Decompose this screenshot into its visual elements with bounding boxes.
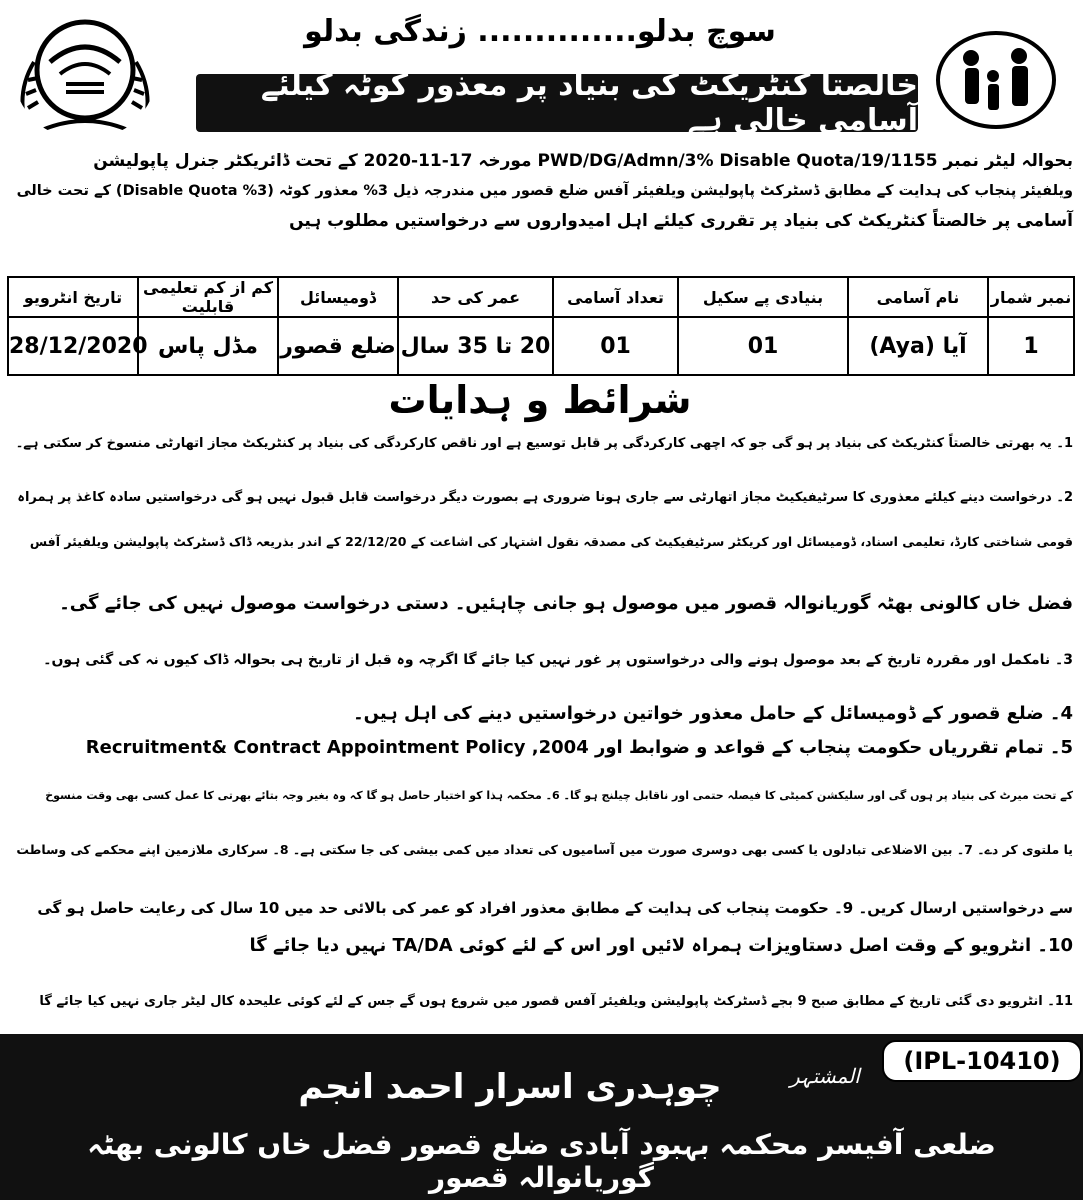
term-item: کے تحت میرٹ کی بنیاد پر ہوں گی اور سلیکشن کمیٹی کا فیصلہ حتمی اور ناقابل چیلنج ہو گا۔ 6۔ محکمہ ہذا کو اختیار حاصل ہو گا کہ وہ بغیر وجہ بتائے بھرتی کا عمل کسی بھی وقت منسوخ bbox=[45, 789, 1073, 802]
header-pay-scale: بنیادی پے سکیل bbox=[678, 277, 848, 317]
slogan: سوچ بدلو.............. زندگی بدلو bbox=[304, 14, 776, 49]
intro-line: آسامی پر خالصتاً کنٹریکٹ کی بنیاد پر تقرری کیلئے اہل امیدواروں سے درخواستیں مطلوب ہیں bbox=[289, 211, 1073, 231]
punjab-government-emblem-icon bbox=[14, 8, 156, 140]
term-item: قومی شناختی کارڈ، تعلیمی اسناد، ڈومیسائل اور کریکٹر سرٹیفیکیٹ کی مصدقہ نقول اشتہار کی اشاعت کے 22/12/20 کے اندر بذریعہ ڈاک ڈسٹرکٹ پاپولیشن ویلفیئر آفس bbox=[29, 534, 1073, 549]
term-item: 3۔ نامکمل اور مقررہ تاریخ کے بعد موصول ہونے والی درخواستوں پر غور نہیں کیا جائے گا اگرچہ وہ قبل از تاریخ ہی بحوالہ ڈاک کیوں نہ کی گئی ہوں۔ bbox=[43, 652, 1073, 668]
table-header-row bbox=[8, 277, 1074, 317]
cell-interview-date: 28/12/2020 bbox=[8, 317, 138, 375]
cell-serial: 1 bbox=[988, 317, 1074, 375]
advertiser-address: ضلعی آفیسر محکمہ بہبود آبادی ضلع قصور فضل خاں کالونی بھٹہ گوریانوالہ قصور bbox=[87, 1128, 996, 1194]
cell-post-count: 01 bbox=[553, 317, 678, 375]
ipl-reference-badge: (IPL-10410) bbox=[882, 1040, 1082, 1082]
cell-age-limit: 20 تا 35 سال bbox=[398, 317, 553, 375]
header-interview-date: تاریخ انٹرویو bbox=[8, 277, 138, 317]
intro-line: بحوالہ لیٹر نمبر PWD/DG/Admn/3% Disable Quota/19/1155 مورخہ 17-11-2020 کے تحت ڈائریکٹر جنرل پاپولیشن bbox=[93, 151, 1073, 171]
term-item: 2۔ درخواست دینے کیلئے معذوری کا سرٹیفیکیٹ مجاز اتھارٹی سے جاری ہونا ضروری ہے بصورت دیگر درخواست قابل قبول نہیں ہو گی درخواستیں سادہ کاغذ پر ہمراہ bbox=[17, 490, 1073, 505]
header-post-count: تعداد آسامی bbox=[553, 277, 678, 317]
cell-domicile: ضلع قصور bbox=[278, 317, 398, 375]
terms-title: شرائط و ہدایات bbox=[388, 378, 692, 422]
header-age-limit: عمر کی حد bbox=[398, 277, 553, 317]
term-item: یا ملتوی کر دے۔ 7۔ بین الاضلاعی تبادلوں یا کسی بھی دوسری صورت میں آسامیوں کی تعداد میں کمی بیشی کی جا سکتی ہے۔ 8۔ سرکاری ملازمین اپنے محکمے کی وساطت bbox=[16, 842, 1073, 857]
term-item: 5۔ تمام تقرریاں حکومت پنجاب کے قواعد و ضوابط اور Recruitment& Contract Appointment Policy ,2004 bbox=[85, 737, 1073, 758]
term-item: سے درخواستیں ارسال کریں۔ 9۔ حکومت پنجاب کی ہدایت کے مطابق معذور افراد کو عمر کی بالائی حد میں 10 سال کی رعایت حاصل ہو گی bbox=[37, 899, 1073, 917]
intro-line: ویلفیئر پنجاب کی ہدایت کے مطابق ڈسٹرکٹ پاپولیشن ویلفیئر آفس ضلع قصور میں مندرجہ ذیل 3% معذور کوٹہ (3% Disable Quota) کے تحت خالی bbox=[16, 183, 1073, 199]
advertiser-label: المشتہر bbox=[790, 1064, 860, 1088]
cell-qualification: مڈل پاس bbox=[138, 317, 278, 375]
vacancy-table bbox=[7, 276, 1075, 376]
table-row bbox=[8, 317, 1074, 375]
advertiser-name: چوہدری اسرار احمد انجم bbox=[298, 1067, 722, 1107]
header-qualification: کم از کم تعلیمی قابلیت bbox=[138, 277, 278, 317]
term-item: 4۔ ضلع قصور کے ڈومیسائل کے حامل معذور خواتین درخواستیں دینے کی اہل ہیں۔ bbox=[353, 703, 1073, 724]
term-item: 11۔ انٹرویو دی گئی تاریخ کے مطابق صبح 9 بجے ڈسٹرکٹ پاپولیشن ویلفیئر آفس قصور میں شروع ہوں گے جس کے لئے کوئی علیحدہ کال لیٹر جاری نہیں کیا جائے گا bbox=[39, 994, 1073, 1009]
vacancy-title-banner bbox=[196, 68, 918, 138]
family-welfare-emblem-icon bbox=[935, 30, 1057, 130]
term-item: 10۔ انٹرویو کے وقت اصل دستاویزات ہمراہ لائیں اور اس کے لئے کوئی TA/DA نہیں دیا جائے گا bbox=[249, 935, 1073, 956]
cell-post-name: آیا (Aya) bbox=[848, 317, 988, 375]
vacancy-title: خالصتاً کنٹریکٹ کی بنیاد پر معذور کوٹہ کیلئے آسامی خالی ہے bbox=[260, 68, 918, 138]
header-post-name: نام آسامی bbox=[848, 277, 988, 317]
term-item: فضل خاں کالونی بھٹہ گوریانوالہ قصور میں موصول ہو جانی چاہئیں۔ دستی درخواست موصول نہیں کی جائے گی۔ bbox=[59, 593, 1073, 614]
term-item: 1۔ یہ بھرتی خالصتاً کنٹریکٹ کی بنیاد پر ہو گی جو کہ اچھی کارکردگی پر قابل توسیع ہے اور ناقص کارکردگی کی بنیاد پر کنٹریکٹ مجاز اتھارٹی منسوخ کر سکتی ہے۔ bbox=[15, 436, 1073, 451]
cell-pay-scale: 01 bbox=[678, 317, 848, 375]
header-serial: نمبر شمار bbox=[988, 277, 1074, 317]
header-domicile: ڈومیسائل bbox=[278, 277, 398, 317]
